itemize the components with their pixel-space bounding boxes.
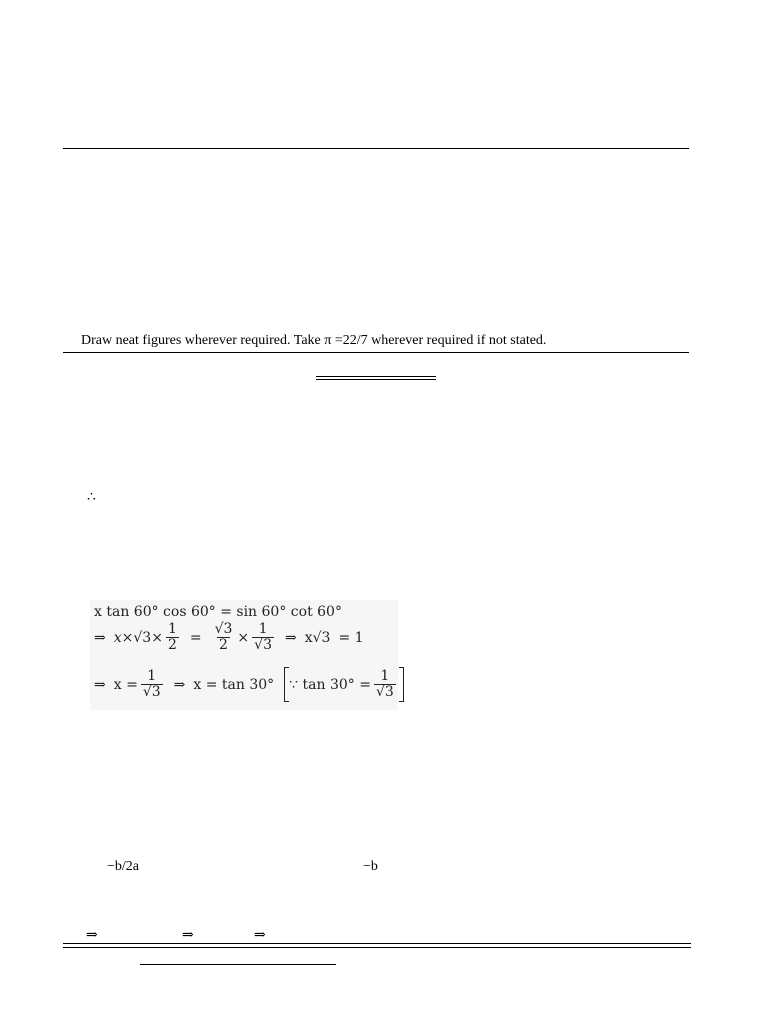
times-sqrt3: ×√3×	[121, 629, 163, 646]
trig-solution-image	[90, 600, 398, 710]
fraction-1-over-sqrt3	[252, 622, 274, 653]
denominator: √3	[142, 684, 161, 700]
numerator: 1	[167, 621, 177, 637]
numerator: 1	[258, 621, 268, 637]
instructions-divider	[63, 352, 689, 353]
because-bracket	[284, 668, 404, 701]
math-line-2	[94, 622, 364, 653]
bottom-divider-1	[63, 943, 691, 944]
minus-b-expression: −b	[363, 859, 378, 874]
equals: =	[189, 629, 202, 646]
numerator: 1	[380, 668, 390, 684]
because-text: ∵ tan 30° =	[289, 676, 371, 693]
math-line-1	[94, 604, 342, 620]
implies-symbol: ⇒	[284, 629, 297, 646]
top-divider	[63, 148, 689, 149]
x-equals: x =	[113, 676, 138, 693]
fraction-1-over-sqrt3	[374, 669, 396, 700]
denominator: √3	[254, 637, 272, 653]
fraction-sqrt3-over-2	[213, 622, 235, 653]
implies-symbol: ⇒	[94, 676, 106, 693]
therefore-symbol: ∴	[87, 490, 96, 505]
x-equals-tan30: x = tan 30°	[193, 676, 275, 693]
footnote-rule	[140, 964, 336, 965]
var-x: x	[113, 629, 122, 646]
section-underline-2	[316, 379, 436, 380]
denominator: 2	[219, 637, 228, 653]
section-underline-1	[316, 376, 436, 377]
implies-symbol-2: ⇒	[182, 928, 194, 943]
times: ×	[237, 629, 250, 646]
numerator: √3	[214, 621, 233, 637]
denominator: 2	[167, 637, 177, 653]
bottom-divider-2	[63, 947, 691, 948]
implies-symbol: ⇒	[173, 676, 186, 693]
implies-symbol: ⇒	[94, 629, 106, 646]
numerator: 1	[147, 668, 157, 684]
general-instructions: Draw neat figures wherever required. Take π =22/7 wherever required if not stated.	[81, 333, 547, 348]
fraction-one-half	[166, 622, 179, 653]
x-sqrt3: x√3	[304, 629, 331, 646]
implies-symbol-3: ⇒	[254, 928, 266, 943]
denominator: √3	[375, 684, 394, 700]
fraction-1-over-sqrt3	[141, 669, 163, 700]
vertex-x-expression: −b/2a	[107, 859, 139, 874]
math-line-3	[94, 668, 404, 701]
math-equation-1: x tan 60° cos 60° = sin 60° cot 60°	[94, 604, 342, 620]
implies-symbol-1: ⇒	[86, 928, 98, 943]
equals-one: = 1	[338, 629, 364, 646]
